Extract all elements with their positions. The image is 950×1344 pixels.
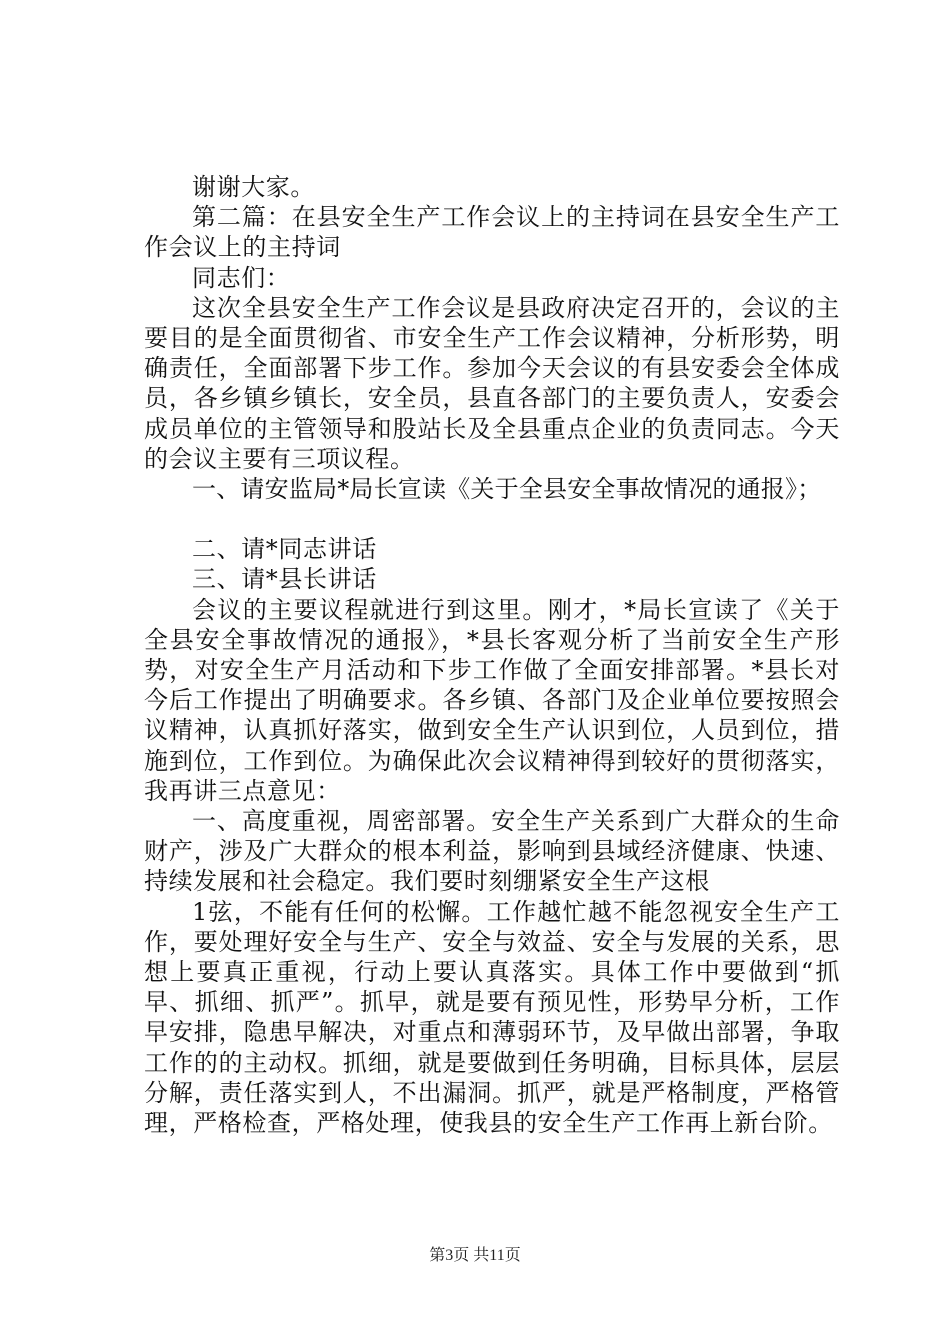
paragraph-point-one-continued: 1弦，不能有任何的松懈。工作越忙越不能忽视安全生产工作，要处理好安全与生产、安全与效益、安全与发展的关系，思想上要真正重视，行动上要认真落实。具体工作中要做到“抓早、抓细、抓严”。抓早，就是要有预见性，形势早分析，工作早安排，隐患早解决，对重点和薄弱环节，及早做出部署，争取工作的的主动权。抓细，就是要做到任务明确，目标具体，层层分解，责任落实到人，不出漏洞。抓严，就是严格制度，严格管理，严格检查，严格处理，使我县的安全生产工作再上新台阶。: [144, 897, 840, 1138]
paragraph-thanks: 谢谢大家。: [192, 173, 315, 201]
paragraph-salutation: 同志们：: [192, 263, 291, 292]
paragraph-chapter-title: 第二篇：在县安全生产工作会议上的主持词在县安全生产工作会议上的主持词: [144, 203, 840, 262]
paragraph-agenda-item-1: 一、请安监局*局长宣读《关于全县安全事故情况的通报》；: [192, 475, 822, 504]
document-body: [144, 172, 840, 1138]
paragraph-point-one: 一、高度重视，周密部署。安全生产关系到广大群众的生命财产，涉及广大群众的根本利益，影响到县域经济健康、快速、持续发展和社会稳定。我们要时刻绷紧安全生产这根: [144, 807, 840, 896]
paragraph-agenda-item-3: 三、请*县长讲话: [192, 565, 377, 594]
paragraph-meeting-intro: 这次全县安全生产工作会议是县政府决定召开的，会议的主要目的是全面贯彻省、市安全生产工作会议精神，分析形势，明确责任，全面部署下步工作。参加今天会议的有县安委会全体成员，各乡镇乡镇长，安全员，县直各部门的主要负责人，安委会成员单位的主管领导和股站长及全县重点企业的负责同志。今天的会议主要有三项议程。: [144, 293, 840, 473]
page-number-footer: 第3页 共11页: [429, 1247, 521, 1264]
paragraph-agenda-item-2: 二、请*同志讲话: [192, 535, 377, 564]
blank-line: [144, 504, 840, 534]
paragraph-summary: 会议的主要议程就进行到这里。刚才，*局长宣读了《关于全县安全事故情况的通报》，*县长客观分析了当前安全生产形势，对安全生产月活动和下步工作做了全面安排部署。*县长对今后工作提出了明确要求。各乡镇、各部门及企业单位要按照会议精神，认真抓好落实，做到安全生产认识到位，人员到位，措施到位，工作到位。为确保此次会议精神得到较好的贯彻落实，我再讲三点意见：: [144, 595, 840, 805]
